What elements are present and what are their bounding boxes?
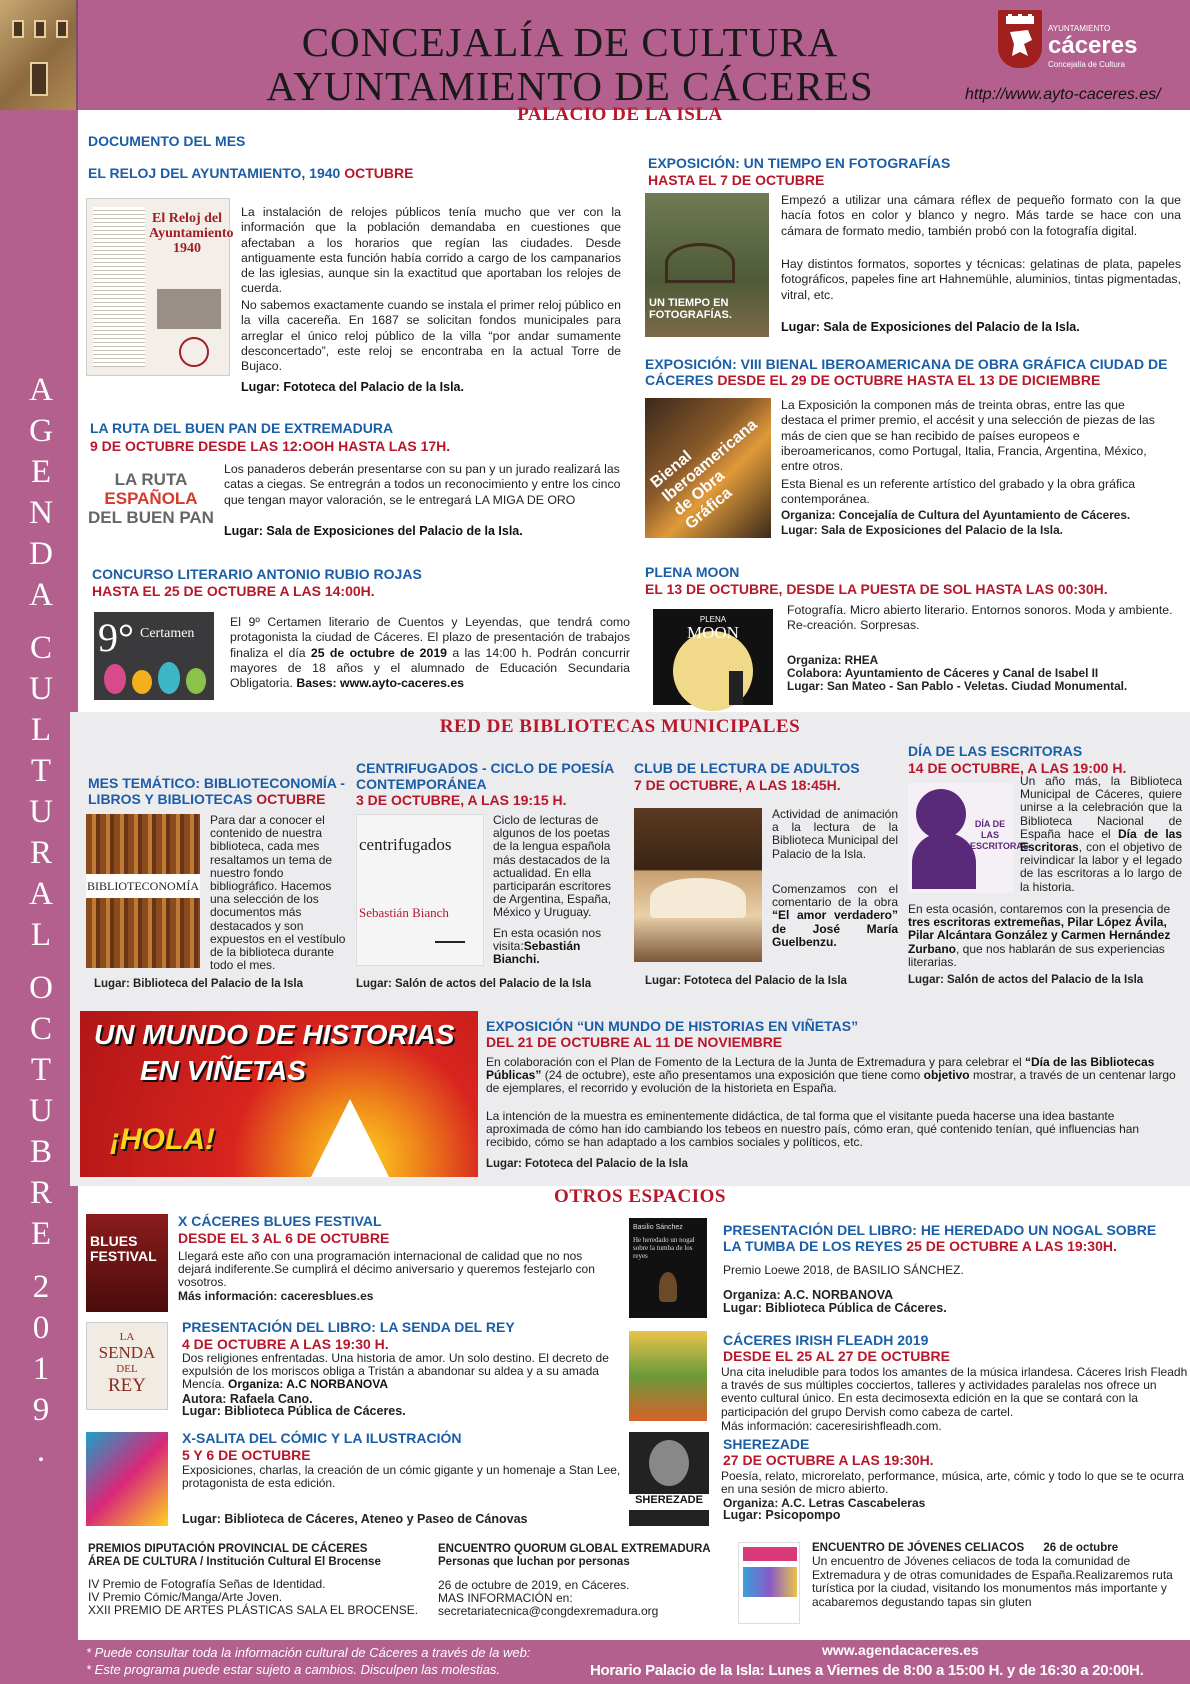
vertical-banner-letter: 1 <box>32 1351 50 1387</box>
plena-moon-thumbnail: PLENA MOON <box>653 609 773 705</box>
plena-moon-lugar: Lugar: San Mateo - San Pablo - Veletas. Ciudad Monumental. <box>787 679 1128 693</box>
vertical-banner-letter: U <box>29 1093 53 1129</box>
fleadh-date: DESDE EL 25 AL 27 DE OCTUBRE <box>723 1348 950 1364</box>
plena-moon-date: EL 13 DE OCTUBRE, DESDE LA PUESTA DE SOL HASTA LAS 00:30H. <box>645 581 1108 597</box>
vertical-banner-letter: N <box>29 495 53 531</box>
centrifugados-heading: CENTRIFUGADOS - CICLO DE POESÍA CONTEMPORÁNEA <box>356 760 614 792</box>
senda-text: Dos religiones enfrentadas. Una historia de amor. Un solo destino. El decreto de expulsión de los moriscos obliga a Tristán a abandonar su aldea y a su amada Mencía. Organiza: A.C NORBANOVA <box>182 1351 609 1392</box>
caceres-logo[interactable] <box>998 10 1158 72</box>
quorum-date: 26 de octubre de 2019, en Cáceres. <box>438 1578 630 1592</box>
club-lectura-lugar: Lugar: Fototeca del Palacio de la Isla <box>645 975 847 987</box>
sherezade-lugar: Lugar: Psicopompo <box>723 1508 841 1522</box>
premios-line2: ÁREA DE CULTURA / Institución Cultural El Brocense <box>88 1556 381 1568</box>
fleadh-heading: CÁCERES IRISH FLEADH 2019 <box>723 1332 929 1348</box>
logo-subtitle: Concejalía de Cultura <box>1048 60 1125 69</box>
footer-horario: Horario Palacio de la Isla: Lunes a Viernes de 8:00 a 15:00 H. y de 16:30 a 20:00H. <box>590 1662 1144 1679</box>
doc-mes-label: DOCUMENTO DEL MES <box>88 133 246 149</box>
mes-tematico-text: Para dar a conocer el contenido de nuestra biblioteca, cada mes resaltamos un tema de nuestro fondo bibliográfico. Hacemos una selección de los documentos más destacados y son expuestos en el vestíbulo de la biblioteca durante todo el mes. <box>210 813 346 973</box>
website-link[interactable]: http://www.ayto-caceres.es/ <box>965 86 1161 103</box>
vertical-banner-letter: . <box>36 1433 46 1469</box>
senda-autora: Autora: Rafaela Cano. <box>182 1392 313 1406</box>
vertical-banner-letter: C <box>29 1011 52 1047</box>
fotografias-heading: EXPOSICIÓN: UN TIEMPO EN FOTOGRAFÍAS <box>648 155 951 171</box>
vertical-banner-letter <box>6 616 76 628</box>
nogal-organiza: Organiza: A.C. NORBANOVA <box>723 1288 894 1302</box>
fotografias-lugar: Lugar: Sala de Exposiciones del Palacio de la Isla. <box>781 320 1080 334</box>
nogal-thumbnail: Basilio Sánchez He heredado un nogal sobre la tumba de los reyes <box>629 1218 707 1318</box>
quorum-line1: ENCUENTRO QUORUM GLOBAL EXTREMADURA <box>438 1543 711 1555</box>
vertical-banner-letter: A <box>29 876 53 912</box>
mes-tematico-heading: MES TEMÁTICO: BIBLIOTECONOMÍA - LIBROS Y BIBLIOTECAS OCTUBRE <box>88 775 345 807</box>
ruta-pan-logo: LA RUTA ESPAÑOLA DEL BUEN PAN <box>88 470 214 527</box>
footer-web-link[interactable]: www.agendacaceres.es <box>822 1642 979 1658</box>
sherezade-date: 27 DE OCTUBRE A LAS 19:30H. <box>723 1452 934 1468</box>
ruta-pan-date: 9 DE OCTUBRE DESDE LAS 12:OOH HASTA LAS 17H. <box>90 438 451 454</box>
plena-moon-colabora: Colabora: Ayuntamiento de Cáceres y Canal de Isabel II <box>787 666 1099 680</box>
vertical-banner-letter: B <box>29 1134 52 1170</box>
blues-date: DESDE EL 3 AL 6 DE OCTUBRE <box>178 1230 390 1246</box>
shield-icon <box>998 10 1042 68</box>
club-lectura-thumbnail <box>634 808 762 962</box>
club-lectura-text2: Comenzamos con el comentario de la obra “El amor verdadero” de José María Guelbenzu. <box>772 882 898 949</box>
escritoras-heading: DÍA DE LAS ESCRITORAS <box>908 743 1083 759</box>
vertical-banner-letter: T <box>30 1052 52 1088</box>
nogal-lugar: Lugar: Biblioteca Pública de Cáceres. <box>723 1301 947 1315</box>
vertical-banner-letter: C <box>29 630 52 666</box>
section-title-bibliotecas: RED DE BIBLIOTECAS MUNICIPALES <box>439 716 801 737</box>
sherezade-thumbnail: SHEREZADE <box>629 1432 709 1526</box>
fotografias-para2: Hay distintos formatos, soportes y técnicas: gelatinas de plata, papeles fotográficos, papeles fine art Hahnemühle, aluminios, tintas pigmentadas, vitral, etc. <box>781 257 1181 302</box>
concurso-date: HASTA EL 25 DE OCTUBRE A LAS 14:00H. <box>92 583 375 599</box>
senda-thumbnail: LA SENDA DEL REY <box>86 1322 168 1410</box>
bienal-heading: EXPOSICIÓN: VIII BIENAL IBEROAMERICANA DE OBRA GRÁFICA CIUDAD DE CÁCERES DESDE EL 29 DE OCTUBRE HASTA EL 13 DE DICIEMBRE <box>645 356 1168 388</box>
plena-moon-text: Fotografía. Micro abierto literario. Entornos sonoros. Moda y ambiente. Re-creación. Sorpresas. <box>787 603 1173 633</box>
blues-heading: X CÁCERES BLUES FESTIVAL <box>178 1213 382 1229</box>
vertical-banner-letter: U <box>29 671 53 707</box>
blues-thumbnail: BLUES FESTIVAL <box>86 1214 168 1312</box>
vertical-banner-letter: T <box>30 753 52 789</box>
fleadh-text: Una cita ineludible para todos los amantes de la música irlandesa. Cáceres Irish Fleadh a través de sus múltiples cocciertos, talleres y actividades paralelas nos ofrece un evento cultural único. En esta decimosexta edición en la que se contará con la participación del grupo Dervish como cabeza de cartel. <box>721 1365 1188 1419</box>
plena-moon-organiza: Organiza: RHEA <box>787 653 879 667</box>
vertical-banner <box>6 370 76 1472</box>
vertical-banner-letter: L <box>30 917 52 953</box>
doc-mes-para2: No sabemos exactamente cuando se instala el primer reloj público en la villa cacereña. En 1687 se solicitan fondos municipales para arreglar el único reloj público de la villa “por andar sumamente desconcertado”, este reloj se encontraba en la actual Torre de Bujaco. <box>241 298 621 374</box>
doc-mes-para1: La instalación de relojes públicos tenía mucho que ver con la información que la población demandaba en cuestiones que afectaban a los horarios que regían las ciudades. Desde antiguamente esta función había corrido a cargo de los campanarios de las iglesias, aunque sin la exactitud que aportaban los relojes de cuerda. <box>241 205 621 296</box>
premios-item2: IV Premio Cómic/Manga/Arte Joven. <box>88 1590 283 1604</box>
salita-thumbnail <box>86 1432 168 1526</box>
mes-tematico-lugar: Lugar: Biblioteca del Palacio de la Isla <box>94 978 303 990</box>
page-title-line1: CONCEJALÍA DE CULTURA <box>301 19 839 65</box>
fotografias-date: HASTA EL 7 DE OCTUBRE <box>648 172 825 188</box>
vertical-banner-letter: E <box>30 454 52 490</box>
quorum-line2: Personas que luchan por personas <box>438 1556 630 1568</box>
club-lectura-date: 7 DE OCTUBRE, A LAS 18:45H. <box>634 777 841 793</box>
premios-item1: IV Premio de Fotografía Señas de Identidad. <box>88 1577 326 1591</box>
ruta-pan-text: Los panaderos deberán presentarse con su pan y un jurado realizará las catas a ciegas. Se entregrán a todos un reconocimiento y entre los cinco que tengan mayor valoración, se le entregará LA MIGA DE ORO <box>224 462 621 507</box>
vertical-banner-letter: G <box>29 413 53 449</box>
salita-lugar: Lugar: Biblioteca de Cáceres, Ateneo y Paseo de Cánovas <box>182 1512 528 1526</box>
logo-small: AYUNTAMIENTO <box>1048 24 1111 33</box>
vertical-banner-letter: R <box>29 835 52 871</box>
footer-note2: * Este programa puede estar sujeto a cambios. Disculpen las molestias. <box>86 1662 501 1677</box>
centrifugados-lugar: Lugar: Salón de actos del Palacio de la Isla <box>356 978 592 990</box>
vinetas-para2: La intención de la muestra es eminentemente didáctica, de tal forma que el visitante pueda hacerse una idea bastante aproximada de cómo han ido cambiando los tebeos en nuestro país, cómo eran, qué contenido tenían, qué influencias han recibido, cómo se han adaptado a los cambios sociales y políticos, etc. <box>486 1109 1140 1150</box>
reloj-thumbnail: El Reloj del Ayuntamiento 1940 <box>86 198 230 376</box>
escritoras-text2: En esta ocasión, contaremos con la presencia de tres escritoras extremeñas, Pilar López Ávila, Pilar Alcántara González y Carmen Hernández Zurbano, que nos hablarán de sus experiencias literarias. <box>908 902 1171 969</box>
vertical-banner-letter: U <box>29 794 53 830</box>
quorum-info: MAS INFORMACIÓN en: <box>438 1591 573 1605</box>
footer-note1: * Puede consultar toda la información cultural de Cáceres a través de la web: <box>86 1645 531 1660</box>
celiacos-heading: ENCUENTRO DE JÓVENES CELIACOS 26 de octubre <box>812 1542 1119 1554</box>
certamen-thumbnail: 9° Certamen <box>94 612 214 700</box>
vertical-banner-letter: R <box>29 1175 52 1211</box>
celiacos-thumbnail <box>738 1542 800 1624</box>
vertical-banner-letter: 2 <box>32 1269 50 1305</box>
vinetas-date: DEL 21 DE OCTUBRE AL 11 DE NOVIEMBRE <box>486 1034 783 1050</box>
senda-lugar: Lugar: Biblioteca Pública de Cáceres. <box>182 1404 406 1418</box>
centrifugados-date: 3 DE OCTUBRE, A LAS 19:15 H. <box>356 792 567 808</box>
sherezade-text: Poesía, relato, microrelato, performance, música, arte, cómic y todo lo que se te ocurra en una sesión de micro abierto. <box>721 1469 1184 1497</box>
fotografias-para1: Empezó a utilizar una cámara réflex de pequeño formato con la que hacía fotos en color y blanco y negro. Más tarde se hace con una cámara de formato medio, también probó con la fotografía digital. <box>781 193 1181 238</box>
vinetas-heading: EXPOSICIÓN “UN MUNDO DE HISTORIAS EN VIÑETAS” <box>486 1018 859 1034</box>
fleadh-thumbnail <box>629 1331 707 1421</box>
doc-mes-lugar: Lugar: Fototeca del Palacio de la Isla. <box>241 380 464 394</box>
senda-heading: PRESENTACIÓN DEL LIBRO: LA SENDA DEL REY <box>182 1319 515 1335</box>
vinetas-banner: UN MUNDO DE HISTORIAS EN VIÑETAS ¡HOLA! <box>80 1011 478 1177</box>
vertical-banner-letter: E <box>30 1216 52 1252</box>
doc-mes-heading: EL RELOJ DEL AYUNTAMIENTO, 1940 OCTUBRE <box>88 165 414 181</box>
salita-heading: X-SALITA DEL CÓMIC Y LA ILUSTRACIÓN <box>182 1430 462 1446</box>
vertical-banner-letter: A <box>29 577 53 613</box>
ruta-pan-lugar: Lugar: Sala de Exposiciones del Palacio de la Isla. <box>224 524 523 538</box>
bienal-para2: Esta Bienal es un referente artístico del grabado y la obra gráfica contemporánea. <box>781 477 1136 507</box>
section-title-palacio: PALACIO DE LA ISLA <box>517 104 723 125</box>
blues-text: Llegará este año con una programación internacional de calidad que no nos dejará indiferente.Se cumplirá el décimo aniversario y queremos festejarlo con vosotros. <box>178 1249 595 1290</box>
senda-date: 4 DE OCTUBRE A LAS 19:30 H. <box>182 1336 389 1352</box>
section-title-otros: OTROS ESPACIOS <box>554 1186 726 1207</box>
vertical-banner-letter: D <box>29 536 53 572</box>
biblioteconomia-thumbnail: BIBLIOTECONOMÍA <box>86 814 200 968</box>
ruta-pan-heading: LA RUTA DEL BUEN PAN DE EXTREMADURA <box>90 420 394 436</box>
centrifugados-text1: Ciclo de lecturas de algunos de los poetas de la lengua española más destacados de la actualidad. En ella participarán escritores de Argentina, España, México y Uruguay. <box>493 813 612 920</box>
bienal-lugar: Lugar: Sala de Exposiciones del Palacio de la Isla. <box>781 523 1063 537</box>
bienal-organiza: Organiza: Concejalía de Cultura del Ayuntamiento de Cáceres. <box>781 508 1131 522</box>
premios-line1: PREMIOS DIPUTACIÓN PROVINCIAL DE CÁCERES <box>88 1543 368 1555</box>
centrifugados-text2: En esta ocasión nos visita:Sebastián Bianchi. <box>493 926 602 967</box>
logo-name: cáceres <box>1048 32 1138 59</box>
escritoras-text1: Un año más, la Biblioteca Municipal de Cáceres, quiere unirse a la celebración que la Biblioteca Nacional de España hace el Día de las Escritoras, con el objetivo de reivindicar la labor y el legado de las escritoras a lo largo de la historia. <box>1020 774 1183 894</box>
centrifugados-thumbnail: centrifugados Sebastián Bianch <box>356 814 484 966</box>
palace-photo <box>0 0 78 110</box>
escritoras-date: 14 DE OCTUBRE, A LAS 19:00 H. <box>908 760 1127 776</box>
fotografias-thumbnail: UN TIEMPO EN FOTOGRAFÍAS. <box>645 193 769 337</box>
escritoras-thumbnail: DÍA DE LAS ESCRITORAS <box>908 783 1014 893</box>
vertical-banner-letter: L <box>30 712 52 748</box>
sherezade-organiza: Organiza: A.C. Letras Cascabeleras <box>723 1496 926 1510</box>
escritoras-lugar: Lugar: Salón de actos del Palacio de la Isla <box>908 974 1144 986</box>
sherezade-heading: SHEREZADE <box>723 1436 810 1452</box>
vertical-banner-letter: O <box>29 970 53 1006</box>
bienal-para1: La Exposición la componen más de treinta obras, entre las que destaca el primer premio, el accésit y una selección de piezas de las más de cien que se han recibido de países europeos e iberoamericanos, como Portugal, Italia, Francia, Argentina, México, entre otros. <box>781 398 1155 474</box>
vinetas-para1: En colaboración con el Plan de Fomento de la Lectura de la Junta de Extremadura y para celebrar el “Día de las Bibliotecas Públicas” (24 de octubre), este año presentamos una exposición que tiene como objetivo mostrar, a través de un centenar largo de ejemplares, el recorrido y evolución de la historieta en España. <box>486 1055 1176 1096</box>
vertical-banner-letter: 9 <box>32 1392 50 1428</box>
concurso-text: El 9º Certamen literario de Cuentos y Leyendas, que tendrá como protagonista la ciudad de Cáceres. El plazo de presentación de trabajos finaliza el día 25 de octubre de 2019 a las 14:00 h. Podrán concurrir mayores de 18 años y el alumnado de Educación Secundaria Obligatoria. Bases: www.ayto-caceres.es <box>230 615 630 691</box>
salita-text: Exposiciones, charlas, la creación de un cómic gigante y un homenaje a Stan Lee, protagonista de esta edición. <box>182 1463 621 1491</box>
bienal-thumbnail: Bienal Iberoamericana de Obra Gráfica <box>645 398 771 538</box>
nogal-heading: PRESENTACIÓN DEL LIBRO: HE HEREDADO UN NOGAL SOBRE LA TUMBA DE LOS REYES 25 DE OCTUBRE A LAS 19:30H. <box>723 1222 1157 1254</box>
blues-info: Más información: caceresblues.es <box>178 1289 374 1303</box>
club-lectura-heading: CLUB DE LECTURA DE ADULTOS <box>634 760 860 776</box>
vertical-banner-letter: 0 <box>32 1310 50 1346</box>
nogal-text: Premio Loewe 2018, de BASILIO SÁNCHEZ. <box>723 1263 964 1277</box>
club-lectura-text1: Actividad de animación a la lectura de la Biblioteca Municipal del Palacio de la Isla. <box>772 807 898 861</box>
vertical-banner-letter: A <box>29 372 53 408</box>
fleadh-info: Más información: caceresirishfleadh.com. <box>721 1419 942 1433</box>
quorum-email[interactable]: secretariatecnica@congdexremadura.org <box>438 1604 659 1618</box>
vertical-banner-letter <box>6 956 76 968</box>
vertical-banner-letter <box>6 1255 76 1267</box>
plena-moon-heading: PLENA MOON <box>645 564 740 580</box>
premios-item3: XXII PREMIO DE ARTES PLÁSTICAS SALA EL BROCENSE. <box>88 1603 419 1617</box>
salita-date: 5 Y 6 DE OCTUBRE <box>182 1447 311 1463</box>
vinetas-lugar: Lugar: Fototeca del Palacio de la Isla <box>486 1158 688 1170</box>
concurso-heading: CONCURSO LITERARIO ANTONIO RUBIO ROJAS <box>92 566 422 582</box>
celiacos-text: Un encuentro de Jóvenes celiacos de toda la comunidad de Extremadura y de otras comunidades de España.Realizaremos ruta turística por la ciudad, visitando los monumentos más importante y acabaremos degustando tapas sin gluten <box>812 1554 1173 1609</box>
page-title-line2: AYUNTAMIENTO DE CÁCERES <box>266 63 874 109</box>
